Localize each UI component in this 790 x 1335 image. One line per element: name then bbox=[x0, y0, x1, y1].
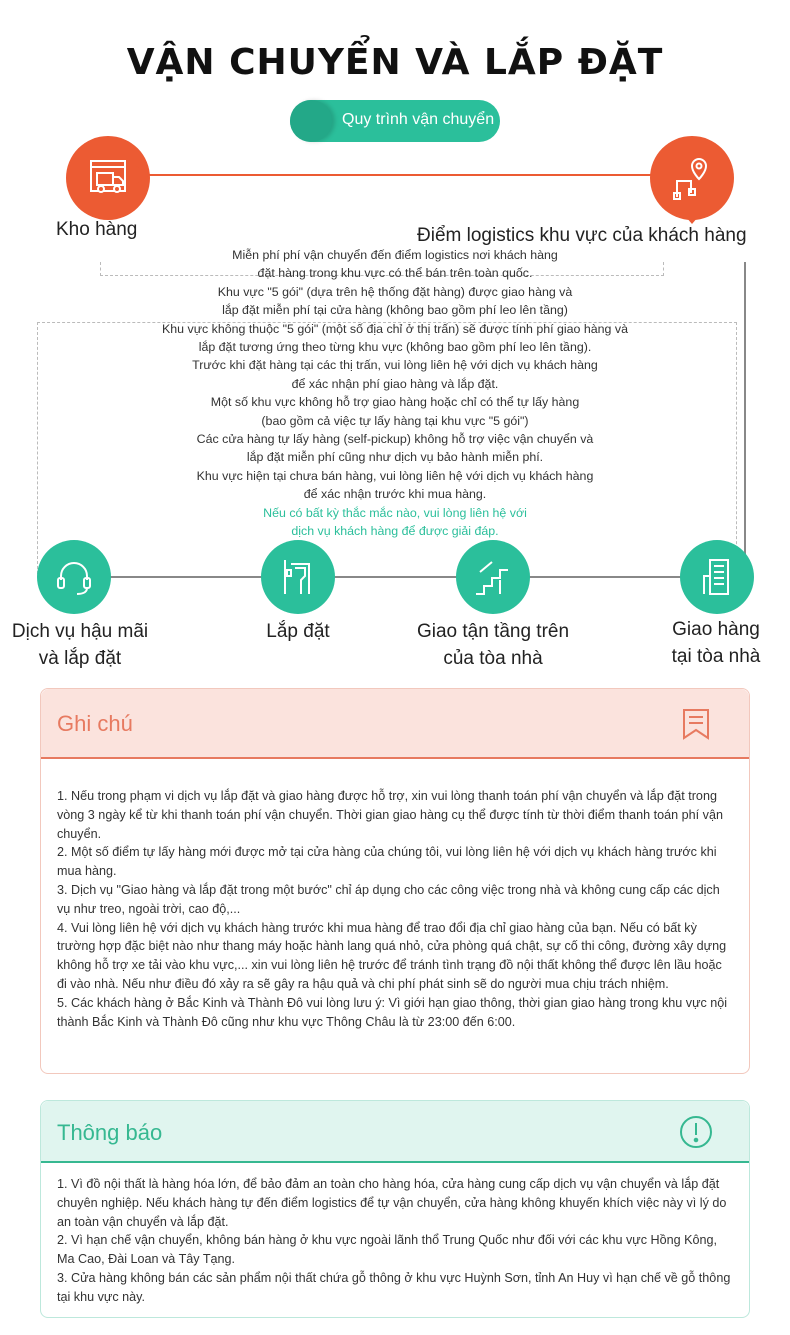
info-line: để xác nhận trước khi mua hàng. bbox=[303, 487, 487, 502]
upstairs-label-line1: Giao tận tầng trên bbox=[416, 621, 570, 642]
install-label: Lắp đặt bbox=[266, 621, 330, 642]
building-label bbox=[664, 616, 768, 670]
door-install-icon bbox=[275, 554, 321, 600]
building-label-line2: tại tòa nhà bbox=[671, 646, 761, 667]
shipping-info-text bbox=[90, 246, 700, 541]
upstairs-label-line2: của tòa nhà bbox=[443, 648, 543, 669]
upstairs-step bbox=[456, 540, 530, 614]
flow-line-right bbox=[744, 262, 746, 558]
info-line: đặt hàng trong khu vực có thể bán trên toàn quốc. bbox=[257, 266, 533, 281]
warehouse-label: Kho hàng bbox=[56, 219, 138, 240]
note-item: 4. Vui lòng liên hệ với dịch vụ khách hàng trước khi mua hàng để trao đổi địa chỉ giao hàng của bạn. Nếu có bất kỳ trường hợp đặc biệt nào như thang máy hoặc hành lang quá nhỏ, cửa phòng quá chật, sự cố thi công, đường xây dựng không hỗ trợ xe tải vào khu vực,... xin vui lòng liên hệ trước để tránh tình trạng đồ nội thất không thể được lên lầu hoặc đi vào nhà. Nếu như điều đó xảy ra sẽ gây ra hậu quả và chi phí phát sinh sẽ do người mua chịu trách nhiệm. bbox=[57, 920, 727, 991]
note-title: Ghi chú bbox=[57, 711, 133, 736]
info-line: Khu vực không thuộc "5 gói" (một số địa chỉ ở thị trấn) sẽ được tính phí giao hàng và bbox=[162, 321, 628, 336]
page-title: VẬN CHUYỂN VÀ LẮP ĐẶT bbox=[126, 42, 664, 83]
info-highlight-line: dịch vụ khách hàng để được giải đáp. bbox=[291, 524, 499, 539]
info-line: Miễn phí phí vận chuyển đến điểm logistics nơi khách hàng bbox=[232, 248, 558, 262]
building-icon bbox=[694, 554, 740, 600]
after-sales-label-line2: và lắp đặt bbox=[38, 648, 122, 669]
upstairs-label bbox=[408, 618, 578, 672]
exclamation-circle-icon bbox=[679, 1115, 713, 1149]
location-pin-route-icon bbox=[669, 155, 715, 201]
note-box bbox=[40, 688, 750, 1074]
warehouse-truck-icon bbox=[85, 155, 131, 201]
note-body bbox=[41, 759, 749, 1031]
install-step bbox=[261, 540, 335, 614]
flow-line-top bbox=[126, 174, 666, 176]
info-line: Khu vực "5 gói" (dựa trên hệ thống đặt hàng) được giao hàng và bbox=[217, 284, 573, 299]
info-line: lắp đặt tương ứng theo từng khu vực (không bao gồm phí leo lên tầng). bbox=[198, 340, 592, 355]
warehouse-pointer bbox=[136, 166, 150, 184]
logistics-step bbox=[650, 136, 734, 220]
notice-box bbox=[40, 1100, 750, 1318]
info-line: để xác nhận phí giao hàng và lắp đặt. bbox=[291, 376, 499, 391]
notice-item: 1. Vì đồ nội thất là hàng hóa lớn, để bảo đảm an toàn cho hàng hóa, cửa hàng cung cấp dịch vụ vận chuyển và lắp đặt chuyên nghiệp. Nếu khách hàng tự đến điểm logistics để tự vận chuyển, cửa hàng không khuyến khích việc này vì lý do an toàn vận chuyển và lắp đặt. bbox=[57, 1177, 727, 1229]
pill-label: Quy trình vận chuyển bbox=[342, 111, 495, 128]
info-line: lắp đặt miễn phí cũng như dịch vụ bảo hành miễn phí. bbox=[246, 450, 544, 465]
headset-icon bbox=[51, 554, 97, 600]
logistics-label: Điểm logistics khu vực của khách hàng bbox=[417, 225, 747, 246]
shipping-process-pill bbox=[290, 100, 500, 142]
stairs-icon bbox=[470, 554, 516, 600]
info-line: Trước khi đặt hàng tại các thị trấn, vui lòng liên hệ với dịch vụ khách hàng bbox=[192, 358, 598, 373]
notice-title: Thông báo bbox=[57, 1120, 163, 1145]
info-line: lắp đặt miễn phí tại cửa hàng (không bao gồm phí leo lên tầng) bbox=[222, 303, 568, 318]
info-line: Khu vực hiện tại chưa bán hàng, vui lòng liên hệ với dịch vụ khách hàng bbox=[196, 468, 594, 483]
info-highlight-line: Nếu có bất kỳ thắc mắc nào, vui lòng liên hệ với bbox=[263, 505, 527, 520]
note-item: 1. Nếu trong phạm vi dịch vụ lắp đặt và giao hàng được hỗ trợ, xin vui lòng thanh toán phí vận chuyển và lắp đặt trong vòng 3 ngày kể từ khi thanh toán phí vận chuyển. Thời gian giao hàng cụ thể được tính từ thời điểm thanh toán phí vận chuyển. bbox=[57, 789, 723, 841]
note-item: 5. Các khách hàng ở Bắc Kinh và Thành Đô vui lòng lưu ý: Vì giới hạn giao thông, thời gian giao hàng trong khu vực nội thành Bắc Kinh và Thành Đô cũng như khu vực Thông Châu là từ 23:00 đến 6:00. bbox=[57, 995, 728, 1029]
notice-item: 2. Vì hạn chế vận chuyển, không bán hàng ở khu vực ngoài lãnh thổ Trung Quốc như đối với các khu vực Hồng Kông, Ma Cao, Đài Loan và Tây Tạng. bbox=[57, 1233, 718, 1267]
bookmark-note-icon bbox=[679, 707, 713, 741]
info-line: Các cửa hàng tự lấy hàng (self-pickup) không hỗ trợ việc vận chuyển và bbox=[196, 432, 594, 447]
pill-knob bbox=[290, 100, 332, 142]
after-sales-label bbox=[10, 618, 150, 672]
building-label-line1: Giao hàng bbox=[672, 619, 760, 640]
info-line: Một số khu vực không hỗ trợ giao hàng hoặc chỉ có thể tự lấy hàng bbox=[210, 395, 580, 410]
after-sales-label-line1: Dịch vụ hậu mãi bbox=[11, 621, 149, 642]
notice-header bbox=[41, 1101, 749, 1163]
note-item: 2. Một số điểm tự lấy hàng mới được mở tại cửa hàng của chúng tôi, vui lòng liên hệ với dịch vụ khách hàng trước khi mua hàng. bbox=[57, 845, 717, 879]
notice-item: 3. Cửa hàng không bán các sản phẩm nội thất chứa gỗ thông ở khu vực Huỳnh Sơn, tỉnh An Huy vì hạn chế về gỗ thông tại khu vực này. bbox=[57, 1270, 731, 1304]
info-line: (bao gồm cả việc tự lấy hàng tại khu vực "5 gói") bbox=[261, 413, 529, 428]
note-item: 3. Dịch vụ "Giao hàng và lắp đặt trong một bước" chỉ áp dụng cho các công việc trong nhà và không cung cấp các dịch vụ như treo, ngoài trời, cao độ,... bbox=[57, 882, 720, 916]
flow-line-bottom bbox=[110, 576, 684, 578]
building-step bbox=[680, 540, 754, 614]
note-header bbox=[41, 689, 749, 759]
after-sales-step bbox=[37, 540, 111, 614]
notice-body bbox=[41, 1163, 749, 1307]
